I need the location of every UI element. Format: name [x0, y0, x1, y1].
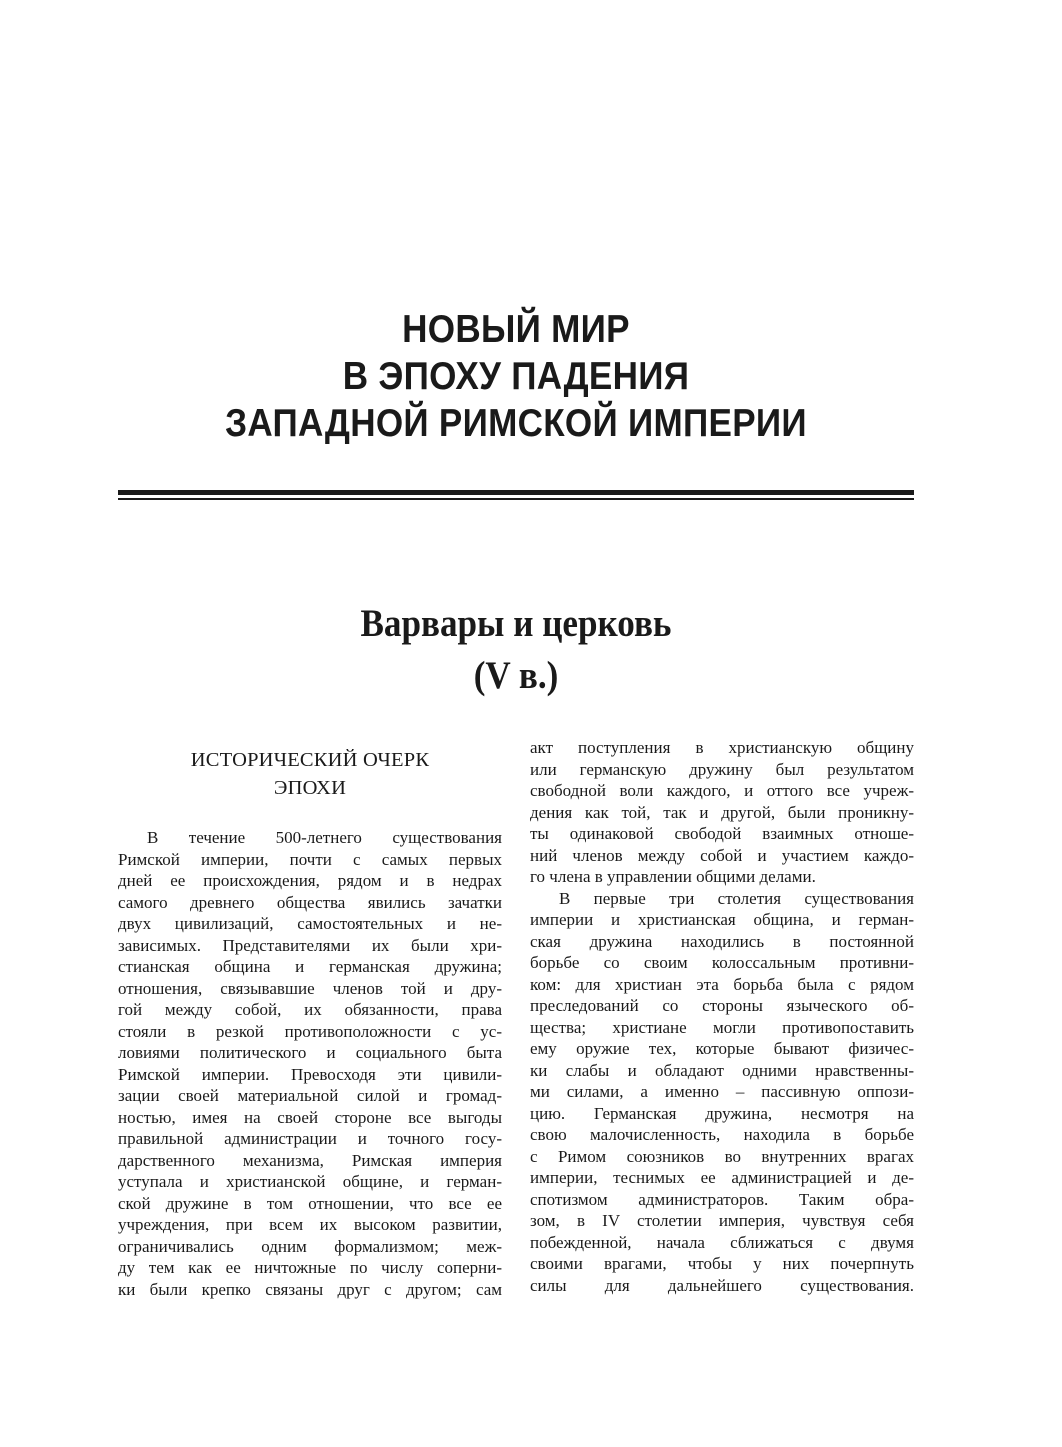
text-line: ки были крепко связаны друг с другом; сам	[118, 1279, 502, 1299]
text-line: ской дружине в том отношении, что все ее	[118, 1193, 502, 1213]
text-line: дней ее происхождения, рядом и в недрах	[118, 871, 502, 890]
text-line: силы для дальнейшего существования.	[530, 1275, 914, 1295]
text-line: стианская община и германская дружина;	[118, 957, 502, 976]
text-line: ская дружина находились в постоянной	[530, 931, 914, 951]
title-divider-thin	[118, 498, 914, 500]
text-line: своими врагами, чтобы у них почерпнуть	[530, 1254, 914, 1273]
part-title-line: НОВЫЙ МИР	[402, 308, 630, 351]
text-line: дения как той, так и другой, были проникну-	[530, 802, 914, 822]
text-line: правильной администрации и точного госу-	[118, 1129, 502, 1148]
text-line: или германскую дружину был результатом	[530, 759, 914, 779]
text-line: самого древнего общества явились зачатки	[118, 892, 502, 912]
text-line: зации своей материальной силой и громад-	[118, 1086, 502, 1105]
text-line: ограничивались одним формализмом; меж-	[118, 1236, 502, 1256]
text-line: Римской империи, почти с самых первых	[118, 849, 502, 869]
part-title-line: В ЭПОХУ ПАДЕНИЯ	[342, 355, 690, 398]
text-line: В течение 500-летнего существования	[147, 828, 502, 847]
text-line: щества; христиане могли противопоставить	[530, 1017, 914, 1037]
text-line: ду тем как ее ничтожные по числу соперни-	[118, 1258, 502, 1277]
text-line: ком: для христиан эта борьба была с рядом	[530, 974, 914, 994]
text-line: гой между собой, их обязанности, права	[118, 1000, 502, 1019]
section-heading-line: ИСТОРИЧЕСКИЙ ОЧЕРК	[190, 749, 430, 771]
text-line: ему оружие тех, которые бывают физичес-	[530, 1039, 914, 1058]
right-column	[530, 737, 914, 1296]
chapter-title-line: Варвары и церковь	[360, 602, 672, 645]
text-line: с Римом союзников во внутренних врагах	[530, 1146, 914, 1166]
chapter-title	[158, 598, 874, 702]
text-line: ний членов между собой и участием каждо-	[530, 845, 914, 865]
text-line: дарственного механизма, Римская империя	[118, 1150, 502, 1170]
text-line: цию. Германская дружина, несмотря на	[530, 1103, 914, 1123]
chapter-title-line: (V в.)	[473, 654, 559, 697]
text-line: го члена в управлении общими делами.	[530, 867, 816, 886]
body-text-right	[530, 737, 914, 1296]
part-title-line: ЗАПАДНОЙ РИМСКОЙ ИМПЕРИИ	[225, 402, 807, 445]
text-line: побежденной, начала сближаться с двумя	[530, 1232, 914, 1252]
text-line: Римской империи. Превосходя эти цивили-	[118, 1064, 502, 1084]
section-heading	[118, 746, 502, 802]
text-line: стояли в резкой противоположности с ус-	[118, 1021, 502, 1041]
text-line: свободной воли каждого, и оттого все учреж-	[530, 781, 914, 800]
text-line: ки слабы и обладают одними нравственны-	[530, 1060, 914, 1080]
section-heading-line: ЭПОХИ	[273, 777, 347, 799]
part-title	[158, 306, 874, 447]
text-line: акт поступления в христианскую общину	[530, 738, 914, 757]
text-line: преследований со стороны языческого об-	[530, 996, 914, 1015]
text-line: империи и христианская община, и герман-	[530, 910, 914, 929]
text-line: В первые три столетия существования	[559, 888, 914, 908]
text-line: двух цивилизаций, самостоятельных и не-	[118, 914, 502, 933]
text-line: ми силами, а именно – пассивную оппози-	[530, 1082, 914, 1101]
text-line: учреждения, при всем их высоком развитии,	[118, 1215, 502, 1234]
text-line: ловиями политического и социального быта	[118, 1043, 502, 1062]
text-line: спотизмом администраторов. Таким обра-	[530, 1189, 914, 1209]
text-line: ты одинаковой свободой взаимных отноше-	[530, 824, 914, 843]
text-line: свою малочисленность, находила в борьбе	[530, 1125, 914, 1144]
text-line: уступала и христианской общине, и герман-	[118, 1172, 502, 1191]
text-line: империи, теснимых ее администрацией и де-	[530, 1168, 914, 1187]
text-line: ностью, имея на своей стороне все выгоды	[118, 1107, 502, 1127]
title-divider-thick	[118, 490, 914, 495]
left-column	[118, 746, 502, 1300]
text-line: борьбе со своим колоссальным противни-	[530, 953, 914, 972]
text-line: зом, в IV столетии империя, чувствуя себя	[530, 1211, 914, 1230]
text-line: отношения, связывавшие членов той и дру-	[118, 978, 502, 998]
body-text-left	[118, 827, 502, 1300]
text-line: зависимых. Представителями их были хри-	[118, 935, 502, 955]
